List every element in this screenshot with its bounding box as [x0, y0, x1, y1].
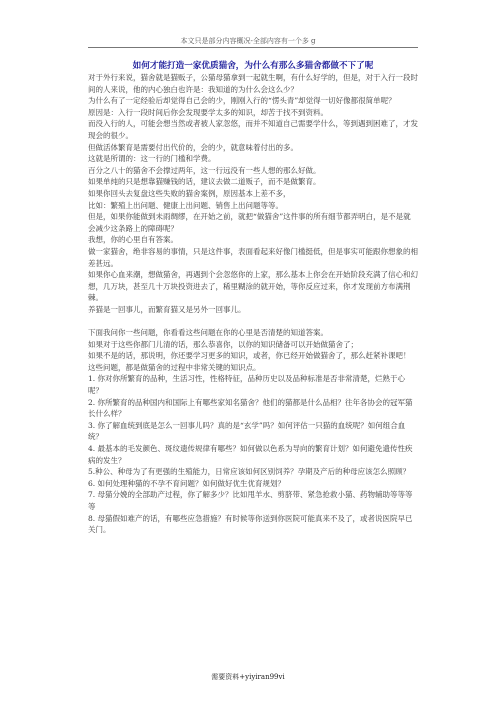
- question-item: 3. 你了解血统到底是怎么一回事儿吗？真的是“玄学”吗？如何评估一只猫的血统呢？如何组合血统？: [88, 420, 406, 442]
- document-title: 如何才能打造一家优质猫舍，为什么有那么多猫舍都做不下了呢: [132, 61, 374, 71]
- page-footer: 需要资料+yiyiran99vi: [211, 673, 285, 681]
- paragraph: 如果你心血来潮，想做猫舍，再遇到个会忽悠你的上家，那么基本上你会在开始阶段充满了信心和幻想，几万块，甚至几十万块投资进去了，稀里糊涂的就开始，等你反应过来，你才发现前方布满荆棘。: [88, 270, 418, 303]
- paragraph: 我想，你的心里自有答案。: [88, 235, 178, 245]
- paragraph: 养猫是一回事儿，而繁育猫又是另外一回事儿。: [88, 304, 246, 314]
- paragraph: 但做活体繁育是需要付出代价的，会的少，就意味着付出的多。: [88, 142, 298, 152]
- question-item: 6. 如何处理种猫的不孕不育问题？如何做好优生优育规划？: [88, 478, 286, 488]
- paragraph: 为什么有了一定经验后却觉得自己会的少，刚刚入行的“愣头青”却觉得一切好像都很简单呢？: [88, 96, 396, 106]
- question-item: 7. 母猫分娩的全部助产过程，你了解多少？比如甩羊水、剪脐带、紧急抢救小猫、药物辅助等等等等: [88, 490, 413, 511]
- paragraph: 如果单纯的只是想靠猫赚钱的话，建议去做二道贩子，而不是做繁育。: [88, 177, 321, 187]
- paragraph: 这就是所谓的：这一行的门槛和学费。: [88, 154, 216, 164]
- document-body: [88, 72, 418, 536]
- blank-line: [88, 315, 418, 327]
- paragraph: 如果不是的话，那说明，你还要学习更多的知识，或者，你已经开始做猫舍了，那么赶紧补课吧！: [88, 351, 411, 361]
- paragraph: 但是，如果你能做到未雨绸缪，在开始之前，就把“做猫舍”这件事的所有细节都弄明白，是不是就会减少这条路上的障碍呢？: [88, 212, 411, 233]
- paragraph: 如果你回头去复盘这些失败的猫舍案例，原因基本上差不多，: [88, 188, 291, 198]
- paragraph: 百分之八十的猫舍不会撑过两年，这一行远没有一些人想的那么好做。: [88, 165, 321, 175]
- paragraph: 做一家猫舍，绝非容易的事情，只是这件事，表面看起来好像门槛挺低，但是事实可能跟你想象的相差甚远。: [88, 246, 418, 268]
- paragraph: 而没入行的人，可能会想当然或者被人家忽悠，而并不知道自己需要学什么，等到遇到困难了，才发现会的很少。: [88, 119, 418, 140]
- question-item: 1. 你对你所繁育的品种，生活习性，性格特征，品种历史以及品种标准是否非常清楚，烂熟于心呢？: [88, 374, 406, 396]
- question-item: 5.种公、种母为了有更强的生殖能力，日常应该如何区别饲养？孕期及产后的种母应该怎么照顾？: [88, 467, 411, 477]
- paragraph: 对于外行来说，猫舍就是猫贩子，公猫母猫拿到一起就生啊，有什么好学的，但是，对于入行一段时间的人来说，他的内心独白也许是：我知道的为什么会这么少？: [88, 73, 418, 94]
- question-item: 2. 你所繁育的品种国内和国际上有哪些家知名猫舍？他们的猫都是什么品相？往年各协会的冠军猫长什么样？: [88, 397, 413, 419]
- paragraph: 原因是：入行一段时间后你会发现要学太多的知识，却苦于找不到资料。: [88, 107, 328, 117]
- paragraph: 比如：繁殖上出问题、健康上出问题、销售上出问题等等。: [88, 200, 283, 210]
- page-header: 本文只是部分内容概况-全部内容有一个多 g: [180, 37, 316, 45]
- question-item: 4. 最基本的毛发颜色、斑纹遗传规律有哪些？如何做以色系为导向的繁育计划？如何避免遗传性疾病的发生？: [88, 444, 413, 465]
- paragraph: 这些问题，都是做猫舍的过程中非常关键的知识点。: [88, 362, 261, 372]
- paragraph: 下面我问你一些问题，你看看这些问题在你的心里是否清楚的知道答案。: [88, 328, 328, 338]
- question-item: 8. 母猫假如难产的话，有哪些应急措施？有时候等你送到你医院可能真来不及了，或者说医院早已关门。: [88, 513, 413, 535]
- header-divider: [88, 47, 418, 48]
- paragraph: 如果对于这些你都门儿清的话，那么恭喜你，以你的知识储备可以开始做猫舍了；: [88, 339, 358, 349]
